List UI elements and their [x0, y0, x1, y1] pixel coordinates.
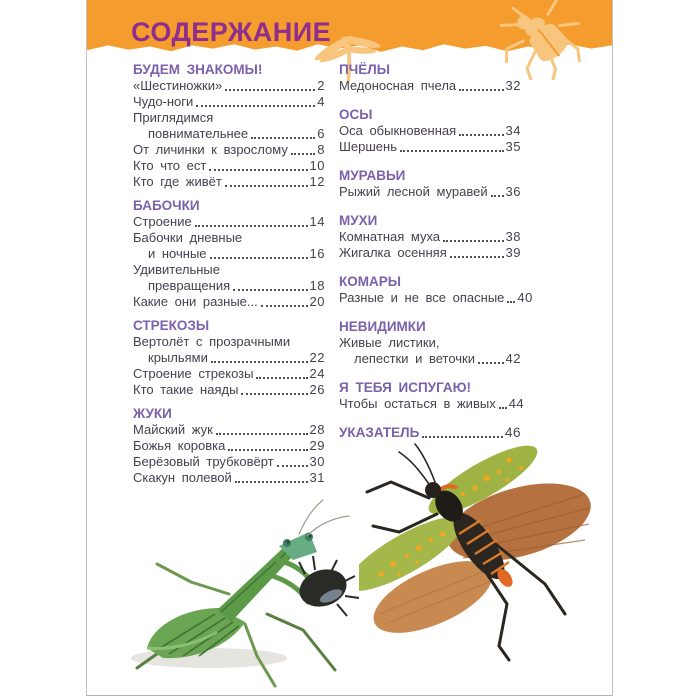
toc-page-number: 2 — [317, 78, 325, 93]
dot-leader — [241, 393, 307, 395]
toc-entry-line — [133, 214, 325, 230]
toc-page-number: 14 — [309, 214, 325, 229]
toc-section — [339, 62, 521, 94]
toc-entry-line — [133, 94, 325, 110]
toc-section — [339, 107, 521, 155]
dot-leader — [499, 407, 507, 409]
toc-entry-line — [133, 78, 325, 94]
toc-section-header — [339, 425, 521, 441]
toc-entry-line — [133, 366, 325, 382]
toc-section — [133, 406, 325, 486]
toc-page-number: 30 — [309, 454, 325, 469]
toc-entry-label: Кто где живёт — [133, 174, 222, 189]
toc-page-number: 24 — [309, 366, 325, 381]
toc-entry-label: лепестки и веточки — [354, 351, 476, 366]
toc-entry-line — [133, 438, 325, 454]
toc-section — [339, 213, 521, 261]
dot-leader — [256, 377, 307, 379]
toc-entry-line — [339, 290, 533, 306]
toc-entry-line — [133, 294, 325, 310]
book-page — [86, 0, 613, 696]
toc-section-header: ПЧЁЛЫ — [339, 62, 390, 77]
toc-entry-line — [339, 245, 521, 261]
toc-page-number: 38 — [505, 229, 521, 244]
dot-leader — [491, 195, 504, 197]
dot-leader — [233, 289, 307, 291]
toc-entry-label: Кто что ест — [133, 158, 207, 173]
toc-entry-line — [133, 246, 325, 262]
dot-leader — [400, 150, 504, 152]
toc-entry-line — [133, 126, 325, 142]
toc-entry-label: Комнатная муха — [339, 229, 441, 244]
dot-leader — [228, 449, 307, 451]
toc-section-header: БУДЕМ ЗНАКОМЫ! — [133, 62, 263, 77]
praying-mantis-image — [117, 498, 367, 693]
toc-entry-line — [339, 123, 521, 139]
toc-entry-label: крыльями — [148, 350, 208, 365]
toc-entry-label: Кто такие наяды — [133, 382, 239, 397]
toc-entry-line — [133, 262, 325, 278]
toc-entry-line — [339, 396, 525, 412]
toc-entry-label: превращения — [148, 278, 231, 293]
dot-leader — [422, 436, 503, 438]
toc-entry-line — [339, 78, 521, 94]
toc-entry-label: Оса обыкновенная — [339, 123, 457, 138]
dot-leader — [210, 257, 308, 259]
toc-section-header: МУРАВЬИ — [339, 168, 406, 183]
toc-entry-label: и ночные — [148, 246, 207, 261]
dot-leader — [211, 361, 308, 363]
toc-section — [339, 168, 521, 200]
toc-page-number: 8 — [317, 142, 325, 157]
toc-page-number: 6 — [317, 126, 325, 141]
page-title: СОДЕРЖАНИЕ — [131, 17, 332, 47]
toc-entry-label: Божья коровка — [133, 438, 226, 453]
toc-entry-line — [133, 382, 325, 398]
toc-entry-line — [133, 230, 325, 246]
toc-page-number: 28 — [309, 422, 325, 437]
toc-section-title: УКАЗАТЕЛЬ — [339, 425, 420, 440]
toc-entry-line — [133, 110, 325, 126]
toc-section — [133, 62, 325, 190]
toc-entry-label: Чудо-ноги — [133, 94, 194, 109]
toc-entry-label: Скакун полевой — [133, 470, 232, 485]
dot-leader — [291, 153, 315, 155]
toc-entry-line — [133, 454, 325, 470]
dot-leader — [235, 481, 308, 483]
toc-entry-label: Строение стрекозы — [133, 366, 254, 381]
toc-page-number: 36 — [505, 184, 521, 199]
toc-entry-label: повнимательнее — [148, 126, 249, 141]
toc-page-number: 42 — [505, 351, 521, 366]
toc-entry-label: «Шестиножки» — [133, 78, 223, 93]
toc-page-number: 12 — [309, 174, 325, 189]
toc-entry-line — [133, 350, 325, 366]
toc-entry-label: Шершень — [339, 139, 397, 154]
dot-leader — [195, 225, 308, 227]
toc-entry-label: Жигалка осенняя — [339, 245, 447, 260]
toc-entry-line — [339, 139, 521, 155]
toc-section — [339, 319, 521, 367]
flying-grasshopper-image — [359, 442, 599, 677]
toc-entry-line — [339, 335, 521, 351]
dot-leader — [225, 89, 315, 91]
toc-entry-line — [339, 184, 521, 200]
toc-section-header: БАБОЧКИ — [133, 198, 200, 213]
toc-entry-line — [133, 470, 325, 486]
toc-entry-line — [339, 229, 521, 245]
toc-column-right — [339, 62, 533, 454]
toc-entry-line — [133, 278, 325, 294]
toc-page-number: 10 — [309, 158, 325, 173]
dot-leader — [450, 256, 504, 258]
dot-leader — [459, 134, 503, 136]
toc-section-header: ЖУКИ — [133, 406, 172, 421]
toc-page-number: 35 — [505, 139, 521, 154]
toc-section-header: НЕВИДИМКИ — [339, 319, 426, 334]
toc-section-header: Я ТЕБЯ ИСПУГАЮ! — [339, 380, 472, 395]
toc-page-number: 34 — [505, 123, 521, 138]
dot-leader — [478, 362, 504, 364]
toc-entry-label: Строение — [133, 214, 192, 229]
toc-section-header: КОМАРЫ — [339, 274, 401, 289]
toc-entry-label: Какие они разные... — [133, 294, 258, 309]
toc-entry-line — [339, 351, 521, 367]
toc-section — [339, 380, 525, 412]
toc-section — [133, 318, 325, 398]
toc-entry-label: Живые листики, — [339, 335, 440, 350]
toc-entry-label: Рыжий лесной муравей — [339, 184, 488, 199]
toc-section-header: ОСЫ — [339, 107, 373, 122]
dot-leader — [261, 305, 308, 307]
toc-entry-line — [133, 174, 325, 190]
toc-entry-line — [133, 334, 325, 350]
toc-page-number: 16 — [309, 246, 325, 261]
toc-page-number: 44 — [508, 396, 525, 411]
toc-entry-label: Бабочки дневные — [133, 230, 243, 245]
dot-leader — [277, 465, 308, 467]
toc-entry-label: Приглядимся — [133, 110, 214, 125]
toc-section — [339, 274, 533, 306]
toc-entry-line — [133, 142, 325, 158]
dot-leader — [196, 105, 315, 107]
toc-section-header: СТРЕКОЗЫ — [133, 318, 210, 333]
toc-section-header: МУХИ — [339, 213, 378, 228]
toc-page-number: 22 — [309, 350, 325, 365]
dot-leader — [459, 89, 503, 91]
toc-entry-label: Вертолёт с прозрачными — [133, 334, 291, 349]
toc-page-number: 40 — [517, 290, 533, 305]
toc-page-number: 46 — [504, 425, 521, 440]
toc-entry-line — [133, 158, 325, 174]
toc-page-number: 29 — [309, 438, 325, 453]
dot-leader — [507, 301, 515, 303]
toc-column-left — [133, 62, 325, 494]
dot-leader — [209, 169, 307, 171]
toc-entry-label: Разные и не все опасные — [339, 290, 505, 305]
toc-entry-label: От личинки к взрослому — [133, 142, 288, 157]
toc-entry-label: Чтобы остаться в живых — [339, 396, 496, 411]
dot-leader — [443, 240, 503, 242]
dot-leader — [225, 185, 308, 187]
dot-leader — [216, 433, 308, 435]
toc-page-number: 4 — [317, 94, 325, 109]
toc-entry-label: Майский жук — [133, 422, 213, 437]
toc-page-number: 26 — [309, 382, 325, 397]
toc-entry-line — [133, 422, 325, 438]
toc-section — [339, 425, 521, 441]
dot-leader — [251, 137, 315, 139]
toc-page-number: 18 — [309, 278, 325, 293]
toc-page-number: 20 — [309, 294, 325, 309]
toc-entry-label: Удивительные — [133, 262, 220, 277]
toc-page-number: 32 — [505, 78, 521, 93]
toc-page-number: 39 — [505, 245, 521, 260]
toc-entry-label: Берёзовый трубковёрт — [133, 454, 274, 469]
toc-section — [133, 198, 325, 310]
toc-page-number: 31 — [309, 470, 325, 485]
toc-entry-label: Медоносная пчела — [339, 78, 457, 93]
